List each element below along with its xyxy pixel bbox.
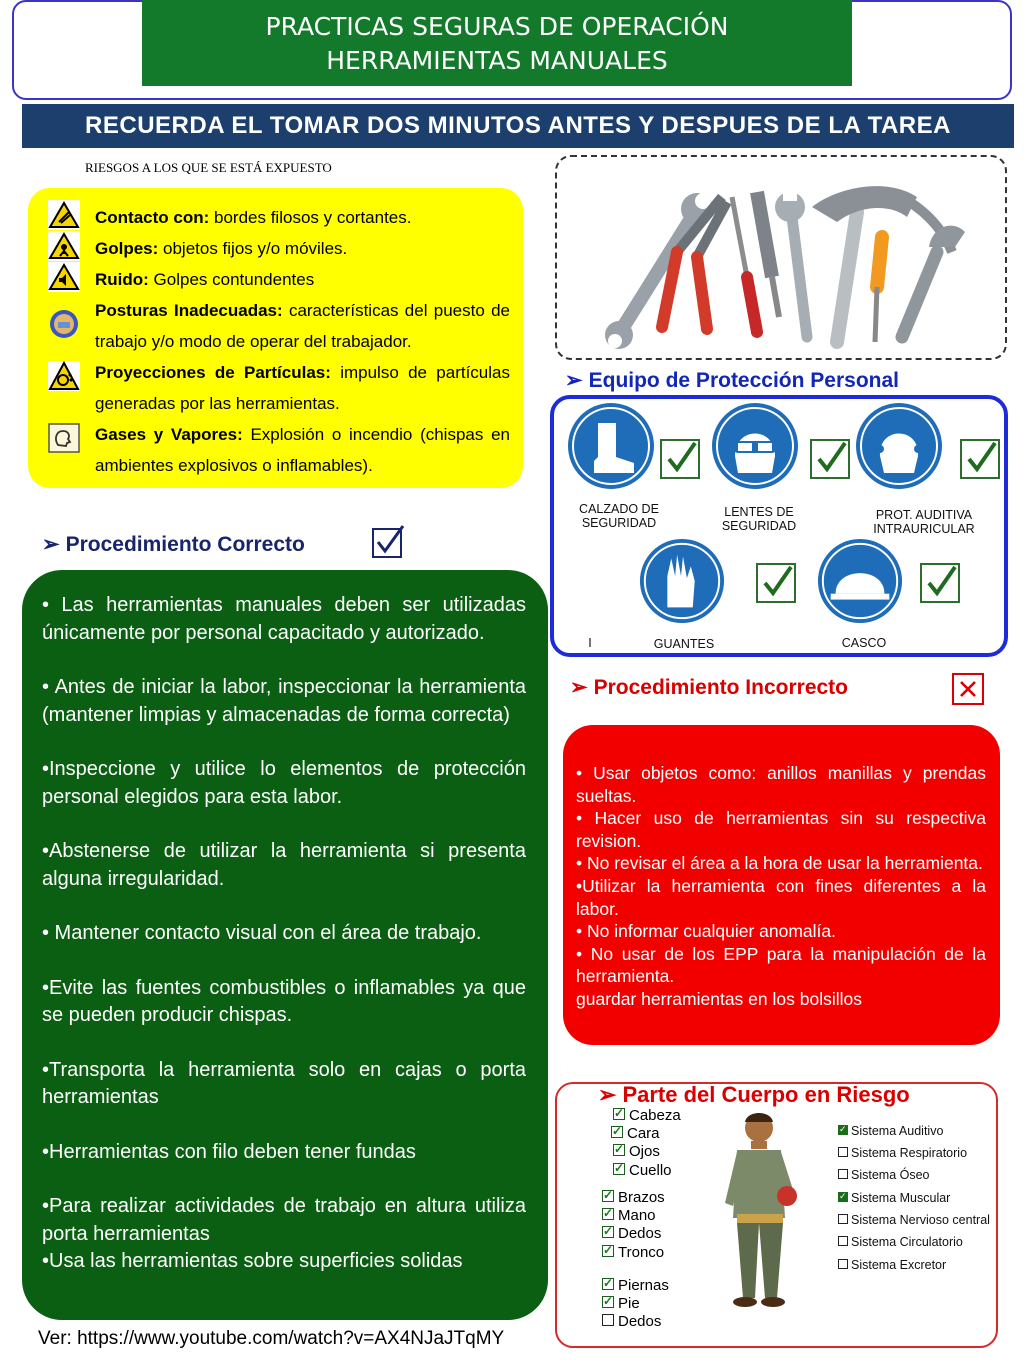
risk-desc: características del puesto de trabajo y/o modo de operar del trabajador. (95, 301, 510, 351)
helmet-icon (816, 537, 904, 625)
incorrect-procedure-list (576, 762, 986, 1011)
correct-procedure-title: ➢ Procedimiento Correcto (42, 533, 305, 556)
particles-hazard-icon (48, 361, 80, 391)
correct-procedure-list (42, 592, 526, 1276)
video-link[interactable]: Ver: https://www.youtube.com/watch?v=AX4NJaJTqMY (38, 1328, 505, 1349)
hand-tools-illustration (557, 157, 1005, 358)
gloves-icon (638, 537, 726, 625)
list-item: • No revisar el área a la hora de usar la herramienta. (576, 853, 983, 874)
worker-figure (715, 1108, 805, 1313)
adjustable-wrench-icon (902, 226, 965, 337)
list-item: •Herramientas con filo deben tener fundas (42, 1140, 416, 1163)
cut-hazard-icon (48, 200, 80, 230)
reminder-banner: RECUERDA EL TOMAR DOS MINUTOS ANTES Y DESPUES DE LA TAREA (22, 104, 1014, 148)
epp-label-boot: CALZADO DE SEGURIDAD (579, 502, 659, 530)
list-item: • Antes de iniciar la labor, inspeccionar la herramienta (mantener limpias y almacenadas de forma correcta) (42, 676, 526, 726)
risk-desc: impulso de partículas generadas por las herramientas. (95, 363, 510, 413)
epp-stray-mark: I (588, 636, 592, 650)
risk-label: Gases y Vapores: (95, 425, 243, 444)
risk-desc: bordes filosos y cortantes. (209, 208, 412, 227)
body-part-item: ✓Cara (611, 1125, 660, 1143)
ear-protection-icon (854, 401, 944, 491)
body-part-item: ✓Mano (602, 1207, 656, 1225)
risks-panel (28, 188, 523, 488)
body-part-item: ✓Tronco (602, 1244, 664, 1262)
body-system-item: Sistema Nervioso central (838, 1213, 990, 1228)
epp-label-glasses: LENTES DE SEGURIDAD (721, 505, 797, 533)
epp-title: ➢ Equipo de Protección Personal (565, 369, 900, 392)
list-item: • Hacer uso de herramientas sin su respectiva revision. (576, 808, 986, 851)
list-item: •Transporta la herramienta solo en cajas o porta herramientas (42, 1058, 526, 1108)
epp-label-helmet: CASCO (841, 636, 887, 650)
risk-label: Contacto con: (95, 208, 210, 227)
correct-procedure-panel (22, 570, 548, 1320)
incorrect-procedure-title: ➢ Procedimiento Incorrecto (570, 676, 848, 699)
check-glasses (810, 439, 850, 479)
screwdriver-icon (732, 197, 757, 332)
epp-label-gloves: GUANTES (653, 637, 715, 651)
body-part-item: ✓Cuello (613, 1162, 672, 1180)
list-item: •Para realizar actividades de trabajo en altura utiliza porta herramientas (42, 1195, 526, 1245)
safety-glasses-icon (710, 401, 800, 491)
list-item: •Abstenerse de utilizar la herramienta si presenta alguna irregularidad. (42, 840, 526, 890)
list-item: •Evite las fuentes combustibles o inflamables ya que se pueden producir chispas. (42, 976, 526, 1026)
body-part-item: ✓Brazos (602, 1189, 665, 1207)
risk-label: Proyecciones de Partículas: (95, 363, 331, 382)
screwdriver-orange-icon (875, 237, 882, 342)
body-part-item: ✓Ojos (613, 1143, 660, 1161)
body-system-item: Sistema Circulatorio (838, 1235, 963, 1250)
impact-hazard-icon (48, 231, 80, 261)
risk-label: Golpes: (95, 239, 159, 258)
body-part-item: ✓Piernas (602, 1277, 669, 1295)
arrow-bullet-icon: ➢ (570, 676, 588, 699)
risks-heading: RIESGOS A LOS QUE SE ESTÁ EXPUESTO (85, 160, 332, 175)
list-item: •Inspeccione y utilice lo elementos de protección personal elegidos para esta labor. (42, 758, 526, 808)
body-part-item: ✓Dedos (602, 1225, 661, 1243)
body-system-item: ✓Sistema Auditivo (838, 1124, 943, 1139)
risk-label: Posturas Inadecuadas: (95, 301, 283, 320)
arrow-bullet-icon: ➢ (598, 1082, 617, 1107)
arrow-bullet-icon: ➢ (42, 533, 60, 556)
safety-boot-icon (566, 401, 656, 491)
check-ear (960, 439, 1000, 479)
epp-label-ear: PROT. AUDITIVA INTRAURICULAR (873, 508, 975, 536)
body-part-item: ✓Cabeza (613, 1107, 681, 1125)
incorrect-x-icon (952, 673, 984, 705)
body-system-item: ✓Sistema Muscular (838, 1191, 950, 1206)
body-system-item: Sistema Óseo (838, 1168, 930, 1183)
posture-hazard-icon (48, 309, 80, 339)
body-part-item: ✓Pie (602, 1295, 640, 1313)
correct-check-icon (372, 524, 406, 558)
list-item: •Usa las herramientas sobre superficies solidas (42, 1250, 463, 1272)
check-boot (660, 439, 700, 479)
list-item: • No informar cualquier anomalía. (576, 921, 836, 942)
list-item: • Mantener contacto visual con el área de trabajo. (42, 922, 482, 944)
page-title-line1: PRACTICAS SEGURAS DE OPERACIÓN (265, 12, 729, 41)
body-system-item: Sistema Excretor (838, 1258, 946, 1273)
body-system-item: Sistema Respiratorio (838, 1146, 967, 1161)
arrow-bullet-icon: ➢ (565, 369, 583, 392)
list-item: •Utilizar la herramienta con fines diferentes a la labor. (576, 875, 986, 919)
list-item: guardar herramientas en los bolsillos (576, 988, 862, 1009)
risk-desc: Explosión o incendio (chispas en ambientes explosivos o inflamables). (95, 425, 510, 475)
list-item: • Las herramientas manuales deben ser utilizadas únicamente por personal capacitado y autorizado. (42, 594, 526, 644)
risk-label: Ruido: (95, 270, 149, 289)
gas-hazard-icon (48, 423, 80, 453)
list-item: • Usar objetos como: anillos manillas y prendas sueltas. (576, 763, 986, 806)
check-gloves (756, 563, 796, 603)
epp-panel (550, 395, 1008, 657)
page-title (142, 0, 852, 86)
tools-image-frame (555, 155, 1007, 360)
noise-hazard-icon (48, 262, 80, 292)
risk-desc: objetos fijos y/o móviles. (158, 239, 348, 258)
check-helmet (920, 563, 960, 603)
incorrect-procedure-panel (563, 725, 1000, 1045)
body-parts-title: ➢ Parte del Cuerpo en Riesgo (598, 1082, 910, 1107)
risk-desc: Golpes contundentes (148, 270, 315, 289)
list-item: • No usar de los EPP para la manipulación de la herramienta. (576, 943, 986, 987)
page-title-line2: HERRAMIENTAS MANUALES (326, 46, 668, 75)
body-part-item: Dedos (602, 1313, 661, 1331)
